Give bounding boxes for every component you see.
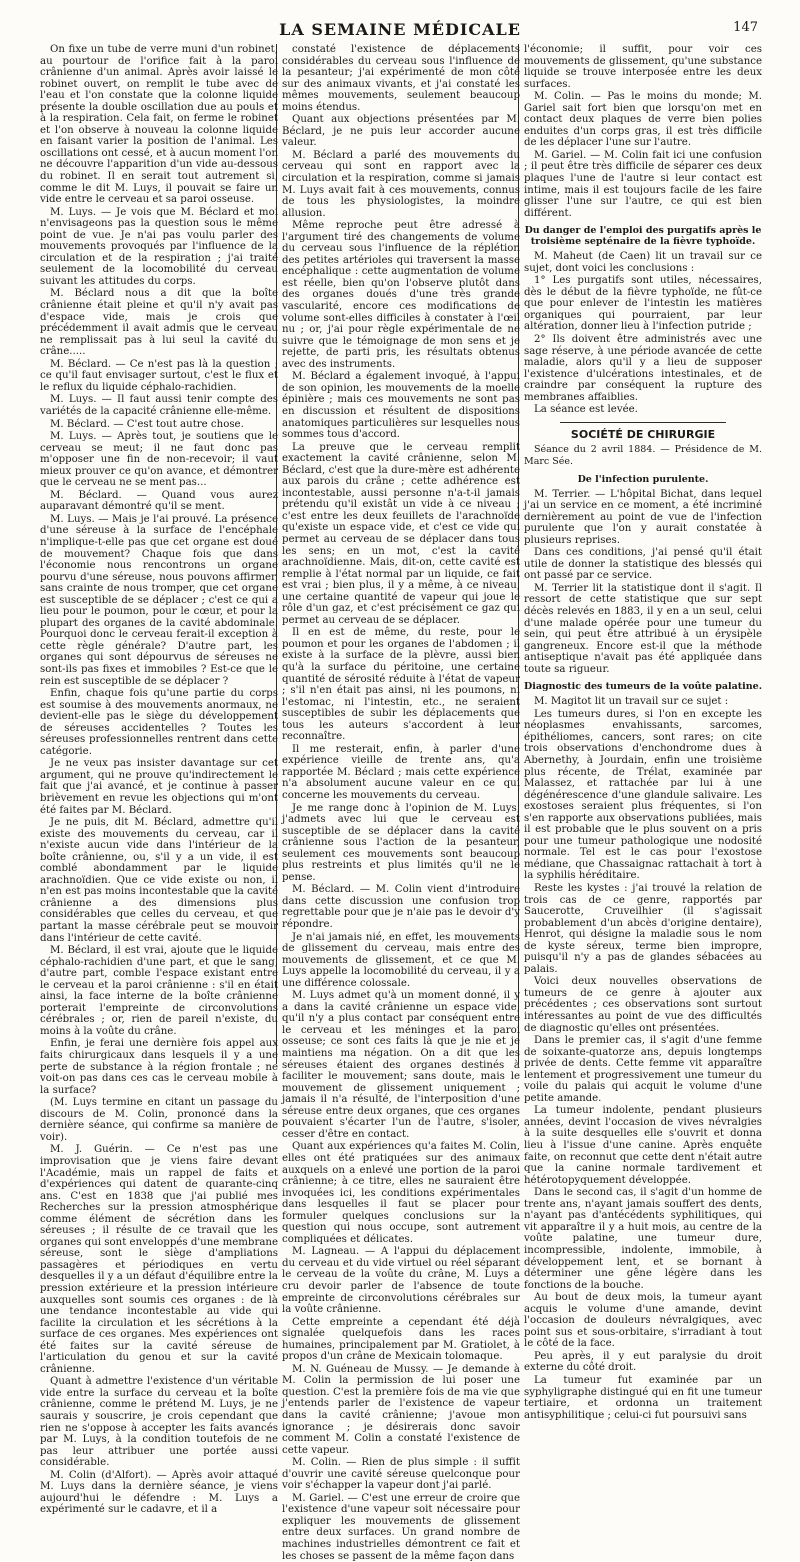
paragraph: Je n'ai jamais nié, en effet, les mouvements de glissement du cerveau, mais entre des mouvements de glissement, et ce que M. Luys appelle la locomobilité du cerveau, il y a une différence colossale. [282,931,520,989]
paragraph: Enfin, chaque fois qu'une partie du corps est soumise à des mouvements anormaux, ne devient-elle pas le siège du développement de séreuses accidentelles ? Toutes les séreuses professionnelles rentrent dans cette catégorie. [40,688,278,757]
paragraph: 1° Les purgatifs sont utiles, nécessaires, dès le début de la fièvre typhoïde, ne fût-ce que pour enlever de l'intestin les matières organiques qui pourraient, par leur altération, donner lieu à l'infection putride ; [524,275,762,333]
column-left [40,44,278,1516]
paragraph: M. Luys. — Après tout, je soutiens que le cerveau se meut; il ne faut donc pas m'opposer une fin de non-recevoir; il vaut mieux prouver ce qu'on avance, et démontrer que le cerveau ne se ment pas... [40,431,278,489]
paragraph: Cette empreinte a cependant été déjà signalée quelquefois dans les races humaines, principalement par M. Gratiolet, à propos d'un crâne de Mexicain tolomaque. [282,1316,520,1363]
paragraph: M. N. Guéneau de Mussy. — Je demande à M. Colin la permission de lui poser une question. C'est la première fois de ma vie que j'entends parler de l'existence de vapeur dans la cavité crânienne; j'avoue mon ignorance ; je désirerais donc savoir comment M. Colin a constaté l'existence de cette vapeur. [282,1363,520,1456]
paragraph: Dans le second cas, il s'agit d'un homme de trente ans, n'ayant jamais souffert des dents, n'ayant pas d'antécédents syphilitiques, qui vit apparaître il y a huit mois, au centre de la voûte palatine, une tumeur dure, incompressible, indolente, immobile, à développement lent, et se bornant à déterminer une gêne légère dans les fonctions de la bouche. [524,1187,762,1291]
paragraph: Dans ces conditions, j'ai pensé qu'il était utile de donner la statistique des blessés qui ont passé par ce service. [524,547,762,582]
paragraph: M. Colin (d'Alfort). — Après avoir attaqué M. Luys dans la dernière séance, je viens aujourd'hui le défendre : M. Luys a expérimenté sur le cadavre, et il a [40,1469,278,1516]
journal-title: LA SEMAINE MÉDICALE [279,20,521,39]
column-middle [282,44,520,1562]
paragraph: M. Magitot lit un travail sur ce sujet : [534,696,729,708]
infection-heading: De l'infection purulente. [577,473,709,485]
section-title: SOCIÉTÉ DE CHIRURGIE [570,427,716,441]
column-right [524,44,763,1421]
paragraph: Il en est de même, du reste, pour le poumon et pour les organes de l'abdomen ; il existe à la surface de la plèvre, aussi bien qu'à la surface du péritoine, une certaine quantité de sérosité réduite à l'état de vapeur ; s'il n'en était pas ainsi, ni les poumons, ni l'estomac, ni l'intestin, etc., ne seraient susceptibles de subir les déplacements que tous les auteurs s'accordent à leur reconnaître. [282,627,520,743]
paragraph: M. Béclard a parlé des mouvements du cerveau qui sont en rapport avec la circulation et la respiration, comme si jamais M. Luys avait fait à ces mouvements, connus de tous les physiologistes, la moindre allusion. [282,149,520,219]
paragraph: 2° Ils doivent être administrés avec une sage réserve, à une période avancée de cette maladie, alors qu'il y a lieu de supposer l'existence d'ulcérations intestinales, et de craindre par conséquent la rupture des membranes affaiblies. [524,334,762,403]
paragraph: Voici deux nouvelles observations de tumeurs de ce genre à ajouter aux précédentes ; ces observations sont surtout intéressantes au point de vue des difficultés de diagnostic qu'elles ont présentées. [524,976,762,1034]
paragraph: Quant aux objections présentées par M. Béclard, je ne puis leur accorder aucune valeur. [282,114,520,149]
paragraph: M. J. Guérin. — Ce n'est pas une improvisation que je viens faire devant l'Académie, mais un rappel de faits et d'expériences qui datent de quarante-cinq ans. C'est en 1838 que j'ai publié mes Recherches sur la pression atmosphérique comme élément de sécrétion dans les séreuses ; il résulte de ce travail que les organes qui sont enveloppés d'une membrane séreuse, sont le siège d'ampliations passagères et périodiques en vertu desquelles il y a un défaut d'équilibre entre la pression extérieure et la pression intérieure auxquelles sont soumis ces organes : de là une tendance incontestable au vide qui facilite la circulation et les sécrétions à la surface de ces organes. Mes expériences ont été faites sur la cavité séreuse de l'articulation du genou et sur la cavité crânienne. [40,1144,278,1375]
paragraph: M. Colin. — Pas le moins du monde; M. Gariel sait fort bien que lorsqu'on met en contact deux plaques de verre bien polies enduites d'un corps gras, il est très difficile de les déplacer l'une sur l'autre. [524,91,762,149]
paragraph: Même reproche peut être adressé à l'argument tiré des changements de volume du cerveau sous l'influence de la réplétion des petites artérioles qui traversent la masse encéphalique : cette augmentation de volume est réelle, bien qu'on l'observe plutôt dans des organes doués d'une très grande vascularité, encore ces modifications de volume sont-elles difficiles à constater à l'œil nu ; or, j'ai pour règle expérimentale de ne suivre que le témoignage de mon sens et je rejette, de parti pris, les résultats obtenus avec des instruments. [282,220,520,370]
paragraph: M. Luys. — Je vois que M. Béclard et moi n'envisageons pas la question sous le même point de vue. Je n'ai pas voulu parler des mouvements provoqués par l'influence de la circulation et de la respiration ; j'ai traité seulement de la locomobilité du cerveau suivant les attitudes du corps. [40,206,278,287]
paragraph: M. Béclard, il est vrai, ajoute que le liquide céphalo-rachidien d'une part, et que le sang, d'autre part, comble l'espace existant entre le cerveau et la paroi crânienne : s'il en était ainsi, la face interne de la boîte crânienne porterait l'empreinte de circonvolutions cérébrales ; or, rien de pareil n'existe, du moins à la voûte du crâne. [40,945,278,1037]
page-number: 147 [733,20,758,35]
paragraph: M. Béclard nous a dit que la boîte crânienne était pleine et qu'il n'y avait pas d'espace vide, mais je crois que précédemment il avait admis que le cerveau ne remplissait pas à lui seul la cavité du crâne..... [40,288,278,358]
tumors-heading: Diagnostic des tumeurs de la voûte palatine. [524,681,763,693]
session-info: Séance du 2 avril 1884. — Présidence de M. Marc Sée. [524,444,762,467]
paragraph: Quant aux expériences qu'a faites M. Colin, elles ont été pratiquées sur des animaux auxquels on a enlevé une portion de la paroi crânienne; à ce titre, elles ne sauraient être invoquées ici, les conditions expérimentales dans lesquelles il faut se placer pour formuler quelques conclusions sur la question qui nous occupe, sont autrement compliquées et délicates. [282,1141,520,1245]
paragraph: M. Luys. — Il faut aussi tenir compte des variétés de la capacité crânienne elle-même. [40,394,278,417]
section-divider [560,422,726,423]
paragraph: On fixe un tube de verre muni d'un robinet, au pourtour de l'orifice fait à la paroi crânienne d'un animal. Après avoir laissé le robinet ouvert, on remplit le tube avec de l'eau et l'on constate que la colonne liquide présente la double oscillation due au pouls et à la respiration. Cela fait, on ferme le robinet et l'on observe à nouveau la colonne liquide en faisant varier la position de l'animal. Les oscillations ont cessé, et à aucun moment l'on ne découvre l'apparition d'un vide au-dessous du robinet. Il en serait tout autrement si, comme le dit M. Luys, il pouvait se faire un vide entre le cerveau et sa paroi osseuse. [40,44,278,206]
paragraph: (M. Luys termine en citant un passage du discours de M. Colin, prononcé dans la dernière séance, qui confirme sa manière de voir). [40,1097,278,1143]
paragraph: Dans le premier cas, il s'agit d'une femme de soixante-quatorze ans, depuis longtemps privée de dents. Cette femme vit apparaître lentement et progressivement une tumeur du voile du palais qui acquit le volume d'une petite amande. [524,1035,762,1104]
paragraph: M. Lagneau. — A l'appui du déplacement du cerveau et du vide virtuel ou réel séparant le cerveau de la voûte du crâne, M. Luys a cru devoir parler de l'absence de toute empreinte de circonvolutions cérébrales sur la voûte crânienne. [282,1246,520,1316]
paragraph: Peu après, il y eut paralysie du droit externe du côté droit. [524,1350,762,1374]
paragraph: Quant à admettre l'existence d'un véritable vide entre la surface du cerveau et la boîte crânienne, comme le prétend M. Luys, je ne saurais y souscrire, je crois cependant que rien ne s'oppose à accepter les faits avancés par M. Luys, à la condition toutefois de ne pas leur attribuer une portée aussi considérable. [40,1376,278,1469]
paragraph: Je ne puis, dit M. Béclard, admettre qu'il existe des mouvements du cerveau, car il n'existe aucun vide dans l'intérieur de la boîte crânienne, ou, s'il y a un vide, il est comblé abondamment par le liquide arachnoïdien. Que ce vide existe ou non, il n'en est pas moins incontestable que la cavité crânienne a des dimensions plus considérables que celles du cerveau, et que partant la masse cérébrale peut se mouvoir dans l'intérieur de cette cavité. [40,817,278,944]
paragraph: La tumeur fut examinée par un syphyligraphe distingué qui en fit une tumeur tertiaire, et ordonna un traitement antisyphilitique ; celui-ci fut poursuivi sans [524,1374,762,1421]
paragraph: M. Béclard. — C'est tout autre chose. [50,418,244,430]
paragraph: M. Béclard. — Quand vous aurez auparavant démontré qu'il se ment. [40,489,278,513]
paragraph: Il me resterait, enfin, à parler d'une expérience vieille de trente ans, qu'a rapportée M. Béclard ; mais cette expérience n'a absolument aucune valeur en ce qui concerne les mouvements du cerveau. [282,743,520,801]
paragraph: M. Gariel. — C'est une erreur de croire que l'existence d'une vapeur soit nécessaire pour expliquer les mouvements de glissement entre deux surfaces. Un grand nombre de machines industrielles démontrent ce fait et les choses se passent de la même façon dans [282,1492,520,1562]
paragraph: M. Terrier lit la statistique dont il s'agit. Il ressort de cette statistique que sur sept décès relevés en 1883, il y en a un seul, celui d'une malade opérée pour une tumeur du sein, qui peut être attribué à un érysipèle gangreneux. Encore est-il que la méthode antiseptique n'avait pas été appliquée dans toute sa rigueur. [524,582,762,675]
paragraph: Reste les kystes : j'ai trouvé la relation de trois cas de ce genre, rapportés par Saucerotte, Cruveilhier (il s'agissait probablement d'un abcès d'origine dentaire), Henrot, qui désigne la maladie sous le nom de kyste séreux, terme bien impropre, puisqu'il n'y a pas de glandes sébacées au palais. [524,883,762,975]
paragraph: constaté l'existence de déplacements considérables du cerveau sous l'influence de la pesanteur; j'ai expérimenté de mon côté sur des animaux vivants, et j'ai constaté les mêmes mouvements, seulement beaucoup moins étendus. [282,44,520,113]
paragraph: La tumeur indolente, pendant plusieurs années, devint l'occasion de vives névralgies à la suite desquelles elle s'ouvrit et donna lieu à l'issue d'une canine. Après enquête faite, on reconnut que cette dent n'était autre que la canine normale tardivement et hétérotopyquement développée. [524,1105,762,1186]
paragraph: l'économie; il suffit, pour voir ces mouvements de glissement, qu'une substance liquide se trouve interposée entre les deux surfaces. [524,44,762,90]
paragraph: M. Béclard. — M. Colin vient d'introduire dans cette discussion une confusion trop regrettable pour que je n'aie pas le devoir d'y répondre. [282,884,520,931]
paragraph: M. Terrier. — L'hôpital Bichat, dans lequel j'ai un service en ce moment, a été incriminé dernièrement au point de vue de l'infection purulente que l'on y aurait constatée à plusieurs reprises. [524,488,762,546]
paragraph: M. Luys. — Mais je l'ai prouvé. La présence d'une séreuse à la surface de l'encéphale n'implique-t-elle pas que cet organe est doué de mouvement? Chaque fois que dans l'économie nous rencontrons un organe pourvu d'une séreuse, nous pouvons affirmer, sans crainte de nous tromper, que cet organe est susceptible de se déplacer ; c'est ce qui a lieu pour le poumon, pour le cœur, et pour la plupart des organes de la cavité abdominale. Pourquoi donc le cerveau ferait-il exception à cette règle générale? D'autre part, les organes qui sont dépourvus de séreuses ne sont-ils pas fixes et immobiles ? Est-ce que le rein est susceptible de se déplacer ? [40,513,278,687]
paragraph: M. Béclard a également invoqué, à l'appui de son opinion, les mouvements de la moelle épinière ; mais ces mouvements ne sont pas en discussion et résultent de dispositions anatomiques particulières sur lesquelles nous sommes tous d'accord. [282,371,520,441]
paragraph: M. Luys admet qu'à un moment donné, il y a dans la cavité crânienne un espace vide, qu'il n'y a plus contact par conséquent entre le cerveau et les méninges et la paroi osseuse; ce sont ces faits là que je nie et je maintiens ma négation. On a dit que les séreuses étaient des organes destinés à faciliter le mouvement; sans doute, mais le mouvement de glissement uniquement ; jamais il n'a résulté, de l'interposition d'une séreuse entre deux organes, que ces organes pouvaient s'écarter l'un de l'autre, s'isoler, cesser d'être en contact. [282,990,520,1140]
page-header [0,0,800,39]
paragraph: M. Gariel. — M. Colin fait ici une confusion ; il peut être très difficile de séparer ces deux plaques l'une de l'autre si leur contact est intime, mais il est toujours facile de les faire glisser l'une sur l'autre, ce qui est bien différent. [524,149,762,219]
paragraph: Je me range donc à l'opinion de M. Luys, j'admets avec lui que le cerveau est susceptible de se déplacer dans la cavité crânienne sous l'action de la pesanteur, seulement ces mouvements sont beaucoup plus restreints et plus limités qu'il ne le pense. [282,802,520,883]
paragraph: M. Béclard. — Ce n'est pas là la question ; ce qu'il faut envisager surtout, c'est le flux et le reflux du liquide céphalo-rachidien. [40,358,278,393]
paragraph: M. Colin. — Rien de plus simple : il suffit d'ouvrir une cavité séreuse quelconque pour voir s'échapper la vapeur dont j'ai parlé. [282,1457,520,1492]
paragraph: Enfin, je ferai une dernière fois appel aux faits chirurgicaux dans lesquels il y a une perte de substance à la région frontale ; ne voit-on pas dans ces cas le cerveau mobile à la surface? [40,1038,278,1096]
paragraph: Je ne veux pas insister davantage sur cet argument, qui ne prouve qu'indirectement le fait que j'ai avancé, et je continue à passer brièvement en revue les objections qui m'ont été faites par M. Béclard. [40,758,278,816]
paragraph: Les tumeurs dures, si l'on en excepte les néoplasmes envahissants, sarcomes, épithéliomes, cancers, sont rares; on cite trois observations d'enchondrome dues à Abernethy, à Jourdain, enfin une troisième plus récente, de Trélat, examinée par Malassez, et rattachée par lui à une dégénérescence d'une glandule salivaire. Les exostoses seraient plus fréquentes, si l'on s'en rapporte aux observations publiées, mais il est probable que le plus souvent on a pris pour une tumeur pathologique une nodosité normale. Tel est le cas pour l'exostose médiane, que Chassaignac rattachait à tort à la syphilis héréditaire. [524,708,762,882]
paragraph: La preuve que le cerveau remplit exactement la cavité crânienne, selon M. Béclard, c'est que la dure-mère est adhérente aux parois du crâne ; cette adhérence est incontestable, aussi personne n'a-t-il jamais prétendu qu'il existât un vide à ce niveau ; c'est entre les deux feuillets de l'arachnoïde qu'existe un espace vide, et c'est ce vide qui permet au cerveau de se déplacer dans tous les sens; en un mot, c'est la cavité arachnoïdienne. Mais, dit-on, cette cavité est remplie à l'état normal par un liquide, ce fait est vrai ; bien plus, il y a même, à ce niveau, une certaine quantité de vapeur qui joue le rôle d'un gaz, et c'est précisément ce gaz qui permet au cerveau de se déplacer. [282,441,520,626]
paragraph: M. Maheut (de Caen) lit un travail sur ce sujet, dont voici les conclusions : [524,251,762,274]
paragraph: Au bout de deux mois, la tumeur ayant acquis le volume d'une amande, devint l'occasion de douleurs névralgiques, avec point sus et sous-orbitaire, s'irradiant à tout le côté de la face. [524,1292,762,1350]
paragraph: La séance est levée. [534,404,638,416]
typhoid-heading: Du danger de l'emploi des purgatifs après le troisième septénaire de la fièvre typhoïde. [524,225,762,248]
